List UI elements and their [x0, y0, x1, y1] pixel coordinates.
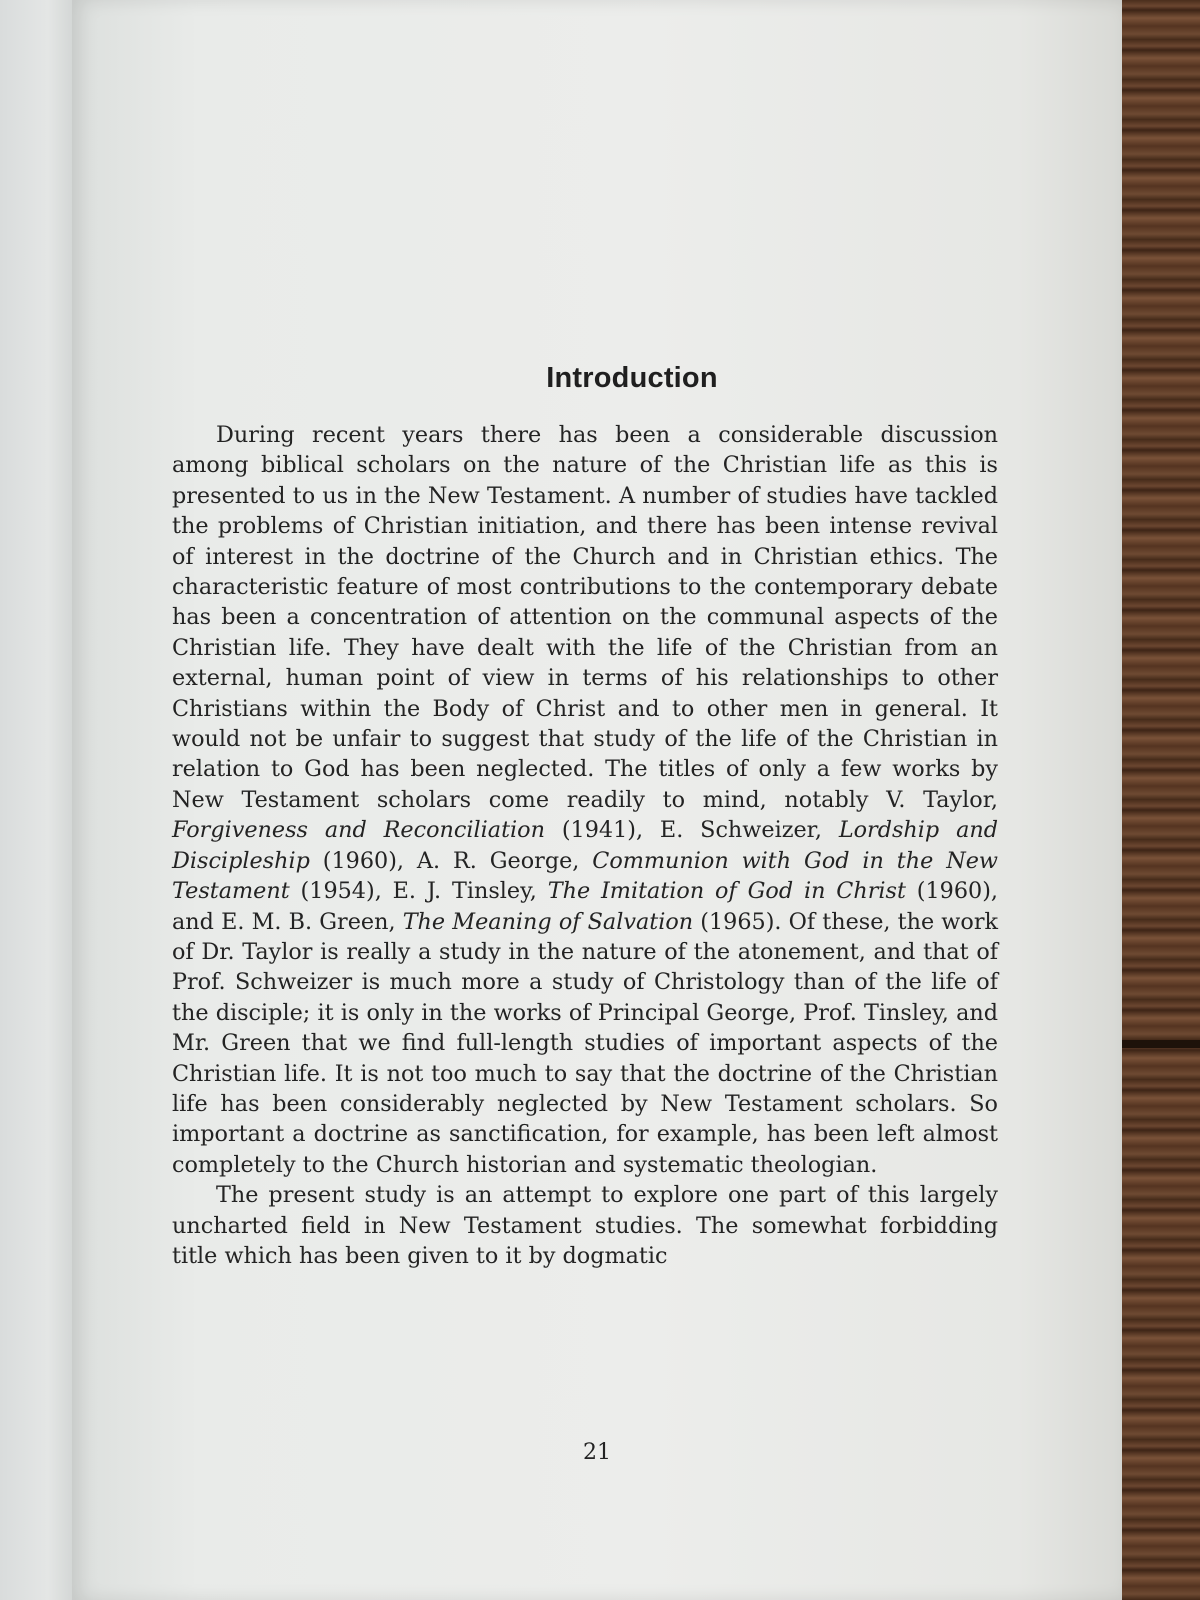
text-run: During recent years there has been a considerable discussion among biblical scholars on the nature of the Christian life as this is presented to us in the New Testament. A number of studies have tackled the problems of Christian initiation, and there has been intense revival of interest in the doctrine of the Church and in Christian ethics. The characteristic feature of most contributions to the contemporary debate has been a concentration of attention on the communal aspects of the Christian life. They have dealt with the life of the Christian from an external, human point of view in terms of his relationships to other Christians within the Body of Christ and to other men in general. It would not be unfair to suggest that study of the life of the Christian in relation to God has been neglected. The titles of only a few works by New Testament scholars come readily to mind, notably V. Taylor,	[172, 422, 998, 813]
book-page	[72, 0, 1122, 1600]
paragraph	[172, 1180, 998, 1271]
text-run: (1954), E. J. Tinsley,	[289, 878, 548, 905]
text-run: The present study is an attempt to explore one part of this largely uncharted field in New Testament studies. The somewhat forbidding title which has been given to it by dogmatic	[172, 1182, 998, 1269]
chapter-title: Introduction	[546, 362, 718, 394]
paragraph	[172, 420, 998, 1180]
text-run: (1941), E. Schweizer,	[544, 817, 839, 844]
text-run: (1960), A. R. George,	[309, 847, 593, 874]
book-title-citation: Communion with God in the New Testament	[172, 847, 998, 905]
facing-page-edge	[0, 0, 80, 1600]
book-title-citation: The Meaning of Salvation	[402, 908, 694, 935]
text-run: (1965). Of these, the work of Dr. Taylor is really a study in the nature of the atonement, and that of Prof. Schweizer is much more a study of Christology than of the life of the disciple; it is only in the works of Principal George, Prof. Tinsley, and Mr. Green that we find full-length studies of important aspects of the Christian life. It is not too much to say that the doctrine of the Christian life has been considerably neglected by New Testament scholars. So important a doctrine as sanctification, for example, has been left almost completely to the Church historian and systematic theologian.	[172, 908, 998, 1178]
page-number: 21	[583, 1440, 611, 1465]
text-run: (1960), and E. M. B. Green,	[172, 878, 998, 935]
body-text	[172, 420, 998, 1271]
book-title-citation: Lordship and Discipleship	[172, 817, 998, 874]
book-title-citation: Forgiveness and Reconciliation	[172, 817, 545, 844]
book-title-citation: The Imitation of God in Christ	[547, 878, 906, 905]
